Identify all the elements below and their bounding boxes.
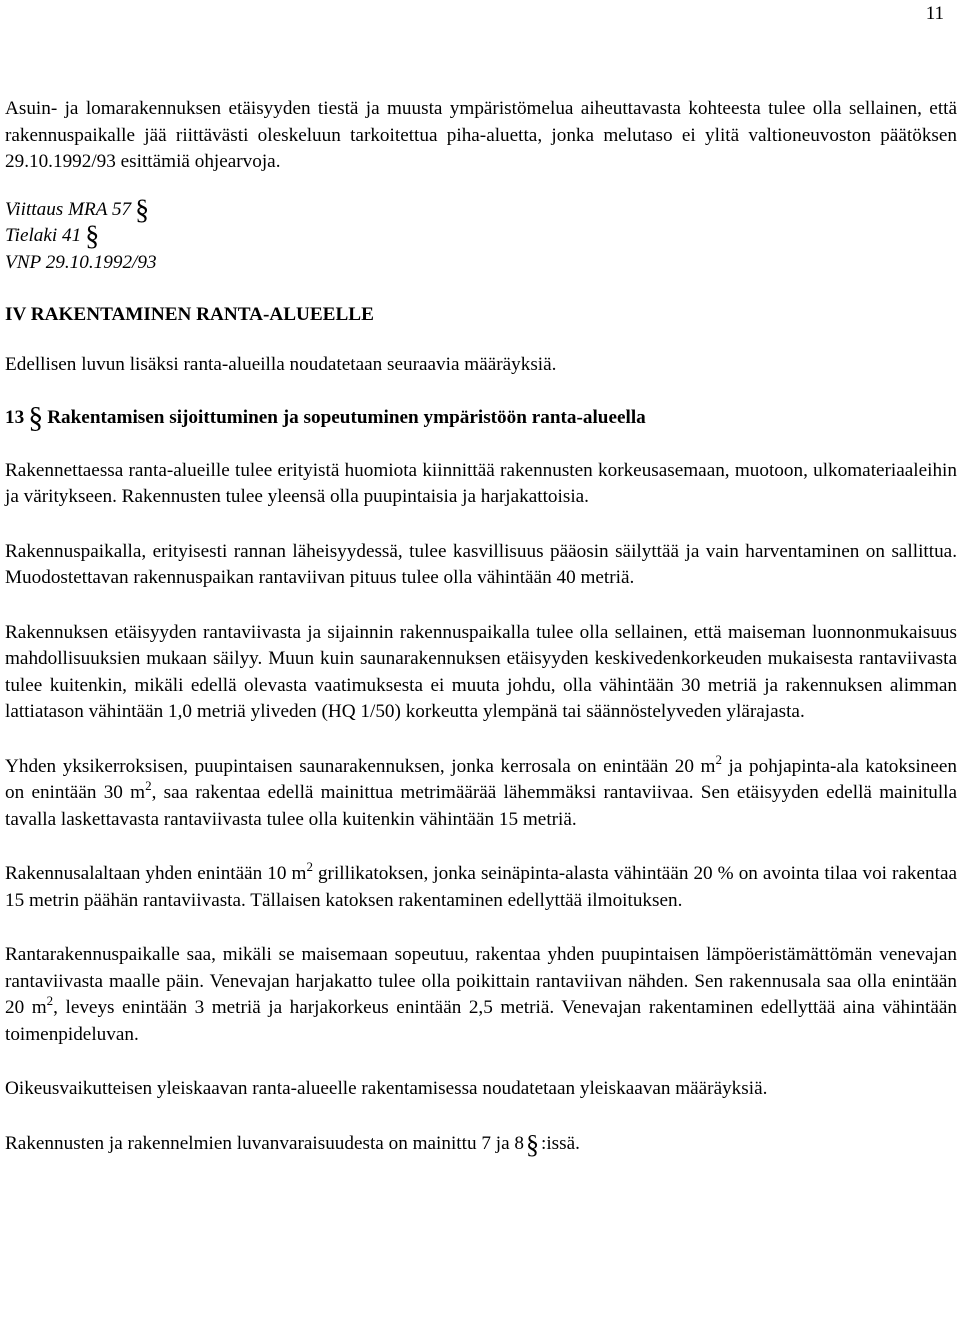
intro-paragraph: Asuin- ja lomarakennuksen etäisyyden tiestä ja muusta ympäristömelua aiheuttavasta kohteesta tulee olla sellainen, että rakennuspaikalle jää riittävästi oleskeluun tarkoitettua piha-aluetta, jonka melutaso ei ylitä valtioneuvoston päätöksen 29.10.1992/93 esittämiä ohjearvoja. [5,98,957,172]
section-heading: 13 § Rakentamisen sijoittuminen ja sopeutuminen ympäristöön ranta-alueella [5,401,646,434]
paragraph-vegetation: Rakennuspaikalla, erityisesti rannan läheisyydessä, tulee kasvillisuus pääosin säilyttää ja vain harventaminen on sallittua. Muodostettavan rakennuspaikan rantaviivan pituus tulee olla vähintään 40 metriä. [5,540,957,588]
reference-item: Viittaus MRA 57 § [5,194,150,226]
paragraph-sauna: Yhden yksikerroksisen, puupintaisen saunarakennuksen, jonka kerrosala on enintään 20 $m^2$ ja pohjapinta-ala katoksineen on enintään 30 $m^2$, saa rakentaa edellä mainittua metrimäärää lähemmäksi rantaviivaa. Sen etäisyyden edellä mainitulla tavalla laskettavasta rantaviivasta tulee olla kuitenkin vähintään 15 metriä. [5,751,958,830]
page-number: 11 [925,3,944,24]
reference-item: Tielaki 41 § [5,221,100,252]
paragraph-distance: Rakennuksen etäisyyden rantaviivasta ja sijainnin rakennuspaikalla tulee olla sellainen, että maiseman luonnonmukaisuus mahdollisuuksien mukaan säilyy. Muun kuin saunarakennuksen etäisyyden keskivedenkorkeuden mukaisesta rantaviivasta tulee kuitenkin, mikäli edellä olevasta vaatimuksesta ei muuta johdu, olla vähintään 30 metriä ja rakennuksen alimman lattiatason vähintään 1,0 metriä yliveden (HQ 1/50) korkeutta ylempänä tai säännöstelyveden ylärajasta. [5,621,957,722]
reference-list [5,194,957,277]
section-number: 13 [5,407,25,428]
paragraph-boathouse: Rantarakennuspaikalle saa, mikäli se maisemaan sopeutuu, rakentaa yhden puupintaisen lämpöeristämättömän venevajan rantaviivasta maalle päin. Venevajan harjakatto tulee olla poikittain rantaviivan nähden. Sen rakennusala saa olla enintään 20 $m^2$, leveys enintään 3 metriä ja harjakorkeus enintään 2,5 metriä. Venevajan rakentaminen edellyttää aina vähintään toimenpideluvan. [5,944,957,1045]
paragraph-master-plan: Oikeusvaikutteisen yleiskaavan ranta-alueelle rakentamisessa noudatetaan yleiskaavan määräyksiä. [5,1078,768,1099]
paragraph-appearance: Rakennettaessa ranta-alueille tulee erityistä huomiota kiinnittää rakennusten korkeusasemaan, muotoon, ulkomateriaaleihin ja väritykseen. Rakennusten tulee yleensä olla puupintaisia ja harjakattoisia. [5,459,957,507]
reference-item: VNP 29.10.1992/93 [5,251,157,273]
chapter-heading: IV RAKENTAMINEN RANTA-ALUEELLE [5,304,374,325]
chapter-intro: Edellisen luvun lisäksi ranta-alueilla noudatetaan seuraavia määräyksiä. [5,353,557,375]
paragraph-permits: Rakennusten ja rakennelmien luvanvaraisuudesta on mainittu 7 ja 8§ :issä. [5,1129,580,1159]
document-body [5,96,957,1157]
paragraph-grill-shelter: Rakennusalaltaan yhden enintään 10 $m^2$ grillikatoksen, jonka seinäpinta-alasta vähintään 20 % on avointa tilaa voi rakentaa 15 metrin päähän rantaviivasta. Tällaisen katoksen rakentaminen edellyttää ilmoituksen. [5,859,957,911]
section-title: Rakentamisen sijoittuminen ja sopeutuminen ympäristöön ranta-alueella [47,407,646,428]
